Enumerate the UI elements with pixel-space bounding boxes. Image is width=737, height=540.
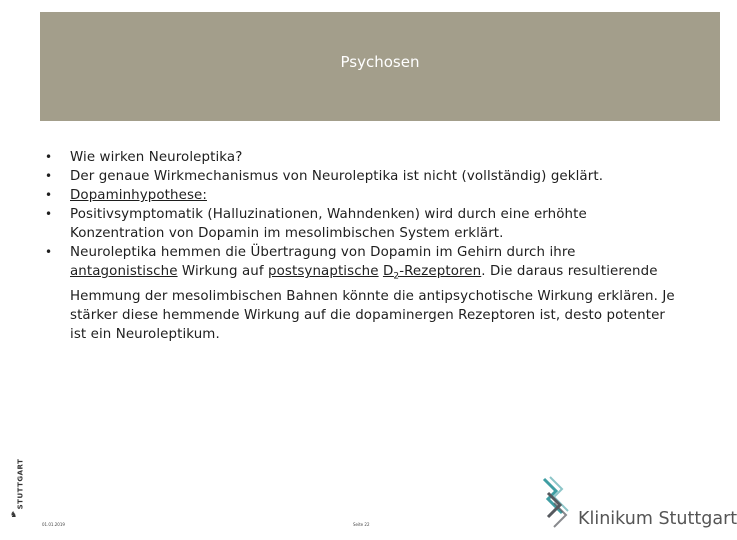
bullet-dot-icon: • <box>45 207 53 221</box>
bullet-text-mid: Wirkung auf <box>177 264 269 279</box>
footer-page-number: Seite 22 <box>353 522 370 527</box>
bullet-item <box>40 167 680 186</box>
term-d2-subscript: 2 <box>393 271 400 282</box>
klinikum-stuttgart-logo <box>540 475 737 530</box>
bullet-dot-icon: • <box>45 169 53 183</box>
bullet-item <box>40 148 680 167</box>
slide-title: Psychosen <box>340 53 420 71</box>
bullet-text: Wie wirken Neuroleptika? <box>70 150 243 165</box>
bullet-item <box>40 243 680 344</box>
slide-header <box>40 12 720 121</box>
slide-content <box>40 148 680 344</box>
bullet-list <box>40 148 680 344</box>
stuttgart-horse-icon: ♞ <box>10 510 18 519</box>
side-logo-text: STUTTGART <box>16 458 25 510</box>
bullet-text-suffix: . Die daraus resultierende Hemmung der mesolimbischen Bahnen könnte die antipsychotische Wirkung erklären. Je stärker diese hemmende Wirkung auf die dopaminergen Rezeptoren ist, desto potenter ist ein Neuroleptikum. <box>70 264 675 342</box>
bullet-text-prefix: Neuroleptika hemmen die Übertragung von Dopamin im Gehirn durch ihre <box>70 245 576 260</box>
term-postsynaptische: postsynaptische <box>268 264 379 279</box>
bullet-item <box>40 186 680 205</box>
term-antagonistische: antagonistische <box>70 264 178 279</box>
bullet-dot-icon: • <box>45 188 53 202</box>
logo-name: Klinikum Stuttgart <box>578 509 737 529</box>
term-d2-rezeptoren <box>382 264 482 282</box>
klinikum-logo-mark-icon <box>540 475 580 530</box>
term-d2-main: D <box>382 264 394 279</box>
bullet-text: Der genaue Wirkmechanismus von Neuroleptika ist nicht (vollständig) geklärt. <box>70 169 604 184</box>
side-logo <box>7 458 25 519</box>
bullet-dot-icon: • <box>45 245 53 259</box>
bullet-dot-icon: • <box>45 150 53 164</box>
bullet-text: Dopaminhypothese: <box>70 188 207 203</box>
bullet-item <box>40 205 680 243</box>
bullet-text: Positivsymptomatik (Halluzinationen, Wahndenken) wird durch eine erhöhte Konzentration von Dopamin im mesolimbischen System erklärt. <box>70 207 587 241</box>
footer-date: 01.01.2019 <box>42 522 65 527</box>
term-d2-rest: -Rezeptoren <box>399 264 482 279</box>
